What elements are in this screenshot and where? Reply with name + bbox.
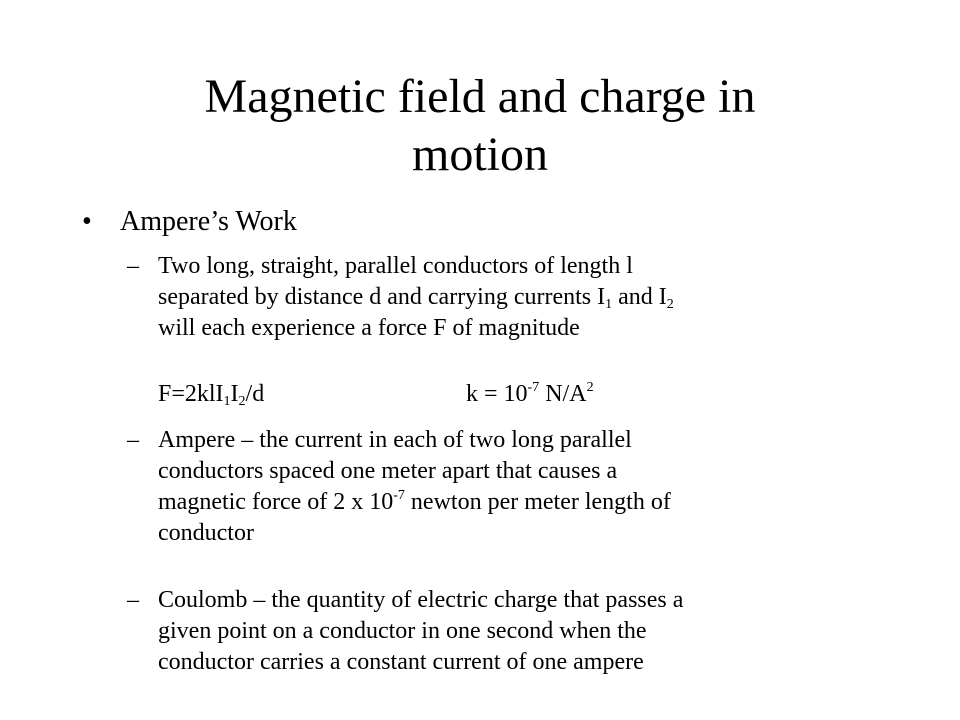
force-formula [158, 379, 594, 410]
item2-line-1: Ampere – the current in each of two long parallel [158, 427, 632, 453]
item1-line-2: separated by distance d and carrying currents $I_1$ and $I_2$ [158, 284, 674, 312]
sub-item-coulomb-definition [127, 585, 887, 678]
item3-line-2: given point on a conductor in one second when the [158, 618, 647, 644]
bullet-text: Ampere’s Work [120, 206, 297, 237]
item2-line-3: magnetic force of 2 x $10^{-7}$ newton per meter length of [158, 488, 671, 515]
title-line-1: Magnetic field and charge in [204, 70, 756, 123]
slide-title [80, 68, 880, 184]
item1-line-3: will each experience a force F of magnitude [158, 315, 580, 341]
item2-line-2: conductors spaced one meter apart that causes a [158, 458, 618, 484]
item2-line-4: conductor [158, 520, 254, 546]
dash-marker: – [127, 253, 139, 279]
force-equation: $F=2klI_1I_2/d$ [158, 381, 265, 409]
sub-item-conductors [127, 251, 887, 344]
dash-marker: – [127, 587, 139, 613]
sub-item-ampere-definition [127, 425, 887, 549]
title-line-2: motion [411, 128, 548, 181]
bullet-amperes-work [82, 205, 297, 239]
k-constant: $k = 10^{-7}$ $N/A^2$ [466, 380, 594, 407]
item1-line-1: Two long, straight, parallel conductors of length l [158, 253, 633, 279]
item3-line-3: conductor carries a constant current of one ampere [158, 649, 644, 675]
dash-marker: – [127, 427, 139, 453]
item3-line-1: Coulomb – the quantity of electric charge that passes a [158, 587, 684, 613]
bullet-marker: • [82, 206, 92, 237]
